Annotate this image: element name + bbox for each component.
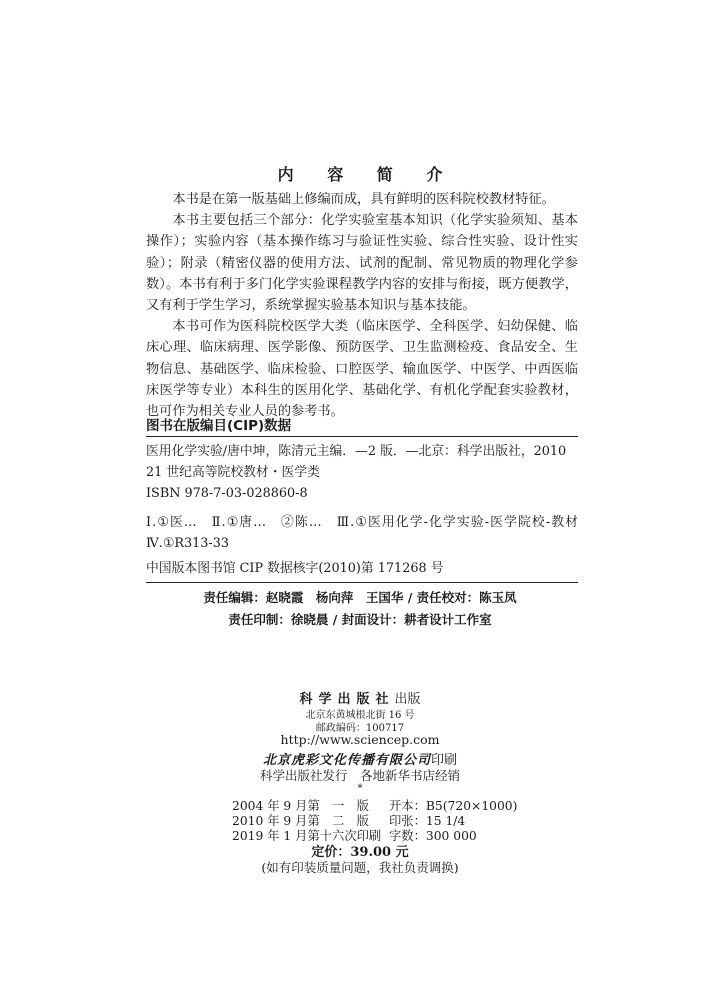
printer-suffix: 印刷 [431, 753, 458, 768]
summary-body [146, 189, 578, 422]
publisher-postcode: 邮政编码：100717 [315, 723, 405, 734]
cip-series-line: 21 世纪高等院校教材・医学类 [146, 465, 320, 480]
edition-row-2-left: 2010 年 9 月第 二 版 [232, 814, 369, 828]
publisher-name-suffix: 出版 [394, 692, 421, 707]
edition-row-1-left: 2004 年 9 月第 一 版 [232, 799, 369, 813]
cip-bottom-rule [146, 582, 578, 583]
cip-title-line: 医用化学实验/唐中坤，陈清元主编．—2 版．—北京：科学出版社，2010 [146, 444, 567, 459]
cip-heading: 图书在版编目(CIP)数据 [146, 418, 292, 434]
summary-title: 内 容 简 介 [277, 165, 457, 184]
quality-notice: (如有印装质量问题，我社负责调换) [261, 860, 459, 875]
summary-paragraph-1: 本书是在第一版基础上修编而成，具有鲜明的医科院校教材特征。 [172, 192, 555, 207]
publisher-website: http://www.sciencep.com [280, 732, 440, 747]
printer-name-text: 北京虎彩文化传播有限公司 [262, 753, 431, 768]
cip-top-rule [146, 436, 578, 437]
summary-paragraph-2: 本书主要包括三个部分：化学实验室基本知识（化学实验须知、基本操作）；实验内容（基本操作练习与验证性实验、综合性实验、设计性实验）；附录（精密仪器的使用方法、试剂的配制、常见物质的物理化学参数）。本书有利于多门化学实验课程教学内容的安排与衔接，既方便教学，又有利于学生学习，系统掌握实验基本知识与基本技能。 [146, 213, 578, 314]
cip-isbn: ISBN 978-7-03-028860-8 [146, 486, 308, 501]
edition-row-1-right: 开本：B5(720×1000) [389, 799, 518, 813]
price: 定价：39.00 元 [311, 845, 409, 860]
publisher-name-text: 科学出版社 [299, 692, 395, 707]
cip-number: 中国版本图书馆 CIP 数据核字(2010)第 171268 号 [146, 561, 444, 576]
summary-paragraph-3: 本书可作为医科院校医学大类（临床医学、全科医学、妇幼保健、临床心理、临床病理、医学影像、预防医学、卫生监测检疫、食品安全、生物信息、基础医学、临床检验、口腔医学、输血医学、中医学、中西医临床医学等专业）本科生的医用化学、基础化学、有机化学配套实验教材，也可作为相关专业人员的参考书。 [146, 319, 578, 420]
distribution-line: 科学出版社发行 各地新华书店经销 [259, 768, 460, 783]
editors-line-2: 责任印制：徐晓晨 / 封面设计：耕者设计工作室 [228, 612, 492, 627]
publisher-address: 北京东黄城根北街 16 号 [305, 710, 415, 721]
editors-line-1: 责任编辑：赵晓霞 杨向萍 王国华 / 责任校对：陈玉凤 [203, 590, 517, 605]
cip-classification: Ⅰ.①医… Ⅱ.①唐… ②陈… Ⅲ.①医用化学-化学实验-医学院校-教材 Ⅳ.①R313-33 [146, 515, 591, 551]
edition-row-3-left: 2019 年 1 月第十六次印刷 [232, 829, 382, 843]
cip-record [146, 441, 578, 504]
publisher-name [0, 688, 720, 707]
edition-row-3-right: 字数：300 000 [389, 829, 477, 843]
separator-star: * [357, 783, 363, 794]
edition-row-2-right: 印张：15 1/4 [389, 814, 466, 828]
